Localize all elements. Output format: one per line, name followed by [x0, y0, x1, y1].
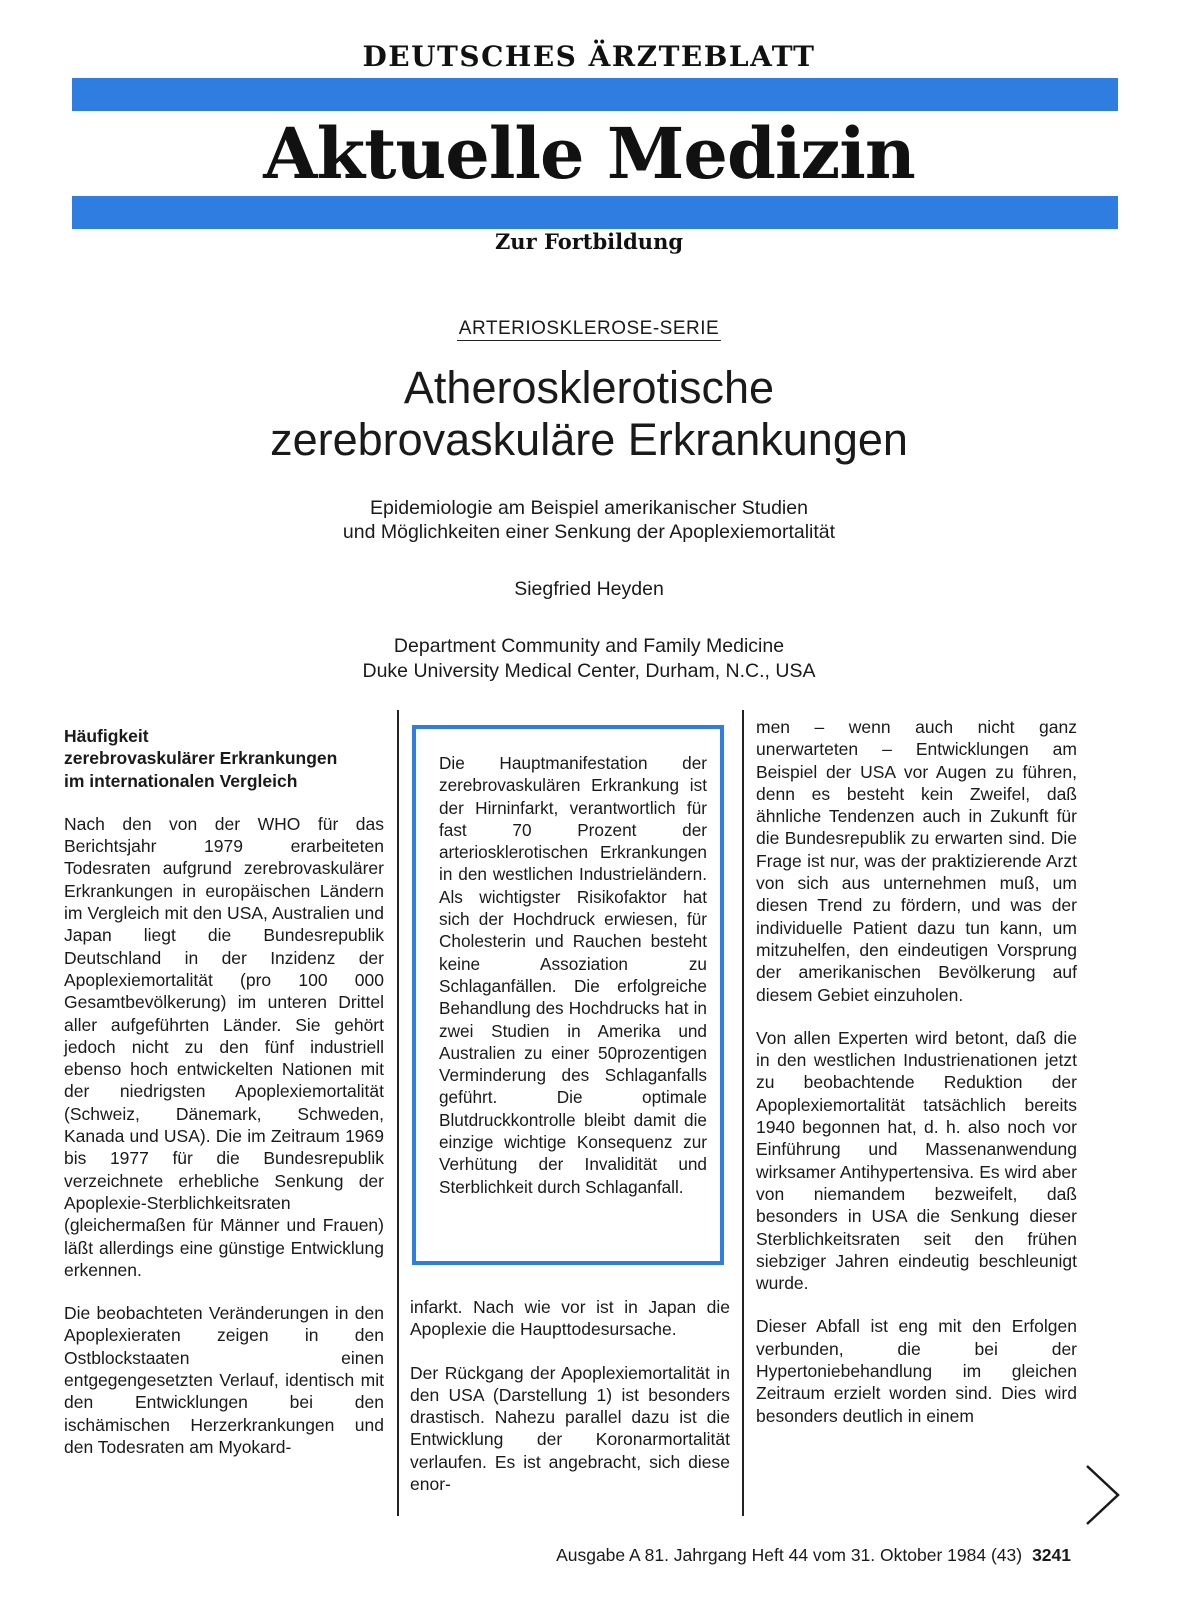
header-band-bottom	[72, 196, 1118, 229]
section-heading-line2: zerebrovaskulärer Erkrankungen	[64, 748, 338, 769]
paragraph: Nach den von der WHO für das Berichtsjahr 1979 erarbeiteten Todesraten aufgrund zerebrovaskulärer Erkrankungen in europäischen Ländern im Vergleich mit den USA, Australien und Japan liegt die Bundesrepublik Deutschland in der Inzidenz der Apoplexiemortalität (pro 100 000 Gesamtbevölkerung) im unteren Drittel aller aufgeführten Länder. Sie gehört jedoch nicht zu den fünf industriell ebenso hoch entwickelten Nationen mit der niedrigsten Apoplexiemortalität (Schweiz, Dänemark, Schweden, Kanada und USA). Die im Zeitraum 1969 bis 1977 für die Bundesrepublik verzeichnete erhebliche Senkung der Apoplexie-Sterblichkeitsraten (gleichermaßen für Männer und Frauen) läßt allerdings eine günstige Entwicklung erkennen.	[64, 813, 384, 1280]
paragraph: Die beobachteten Veränderungen in den Apoplexieraten zeigen in den Ostblockstaaten einen entgegengesetzten Verlauf, identisch mit den Entwicklungen bei den ischämischen Herzerkrankungen und den Todesraten am Myokard-	[64, 1303, 384, 1457]
subsection-title: Zur Fortbildung	[494, 229, 684, 254]
column-rule-left	[397, 710, 399, 1516]
paragraph: infarkt. Nach wie vor ist in Japan die Apoplexie die Haupttodesursache.	[410, 1297, 730, 1340]
page-footer	[0, 1545, 1071, 1566]
section-title: Aktuelle Medizin	[263, 112, 915, 195]
paragraph: men – wenn auch nicht ganz unerwarteten – Entwicklungen am Beispiel der USA vor Augen zu führen, denn es besteht kein Zweifel, daß ähnliche Tendenzen auch in Zukunft für die Bundesrepublik zu erwarten sind. Die Frage ist nur, was der praktizierende Arzt von sich aus unternehmen muß, um diesen Trend zu fördern, und was der individuelle Patient dazu tun kann, um mitzuhelfen, den eindeutigen Vorsprung der amerikanischen Bevölkerung auf diesem Gebiet einzuholen.	[756, 717, 1077, 1005]
author-name: Siegfried Heyden	[514, 578, 664, 600]
issue-info: Ausgabe A 81. Jahrgang Heft 44 vom 31. Oktober 1984 (43)	[556, 1545, 1023, 1565]
affiliation-line2: Duke University Medical Center, Durham, N.C., USA	[362, 660, 816, 682]
column-rule-right	[742, 710, 744, 1516]
paragraph: Der Rückgang der Apoplexiemortalität in den USA (Darstellung 1) ist besonders drastisch. Nahezu parallel dazu ist die Entwicklung der Koronarmortalität verlaufen. Es ist angebracht, sich diese enor-	[410, 1362, 730, 1495]
paragraph: Von allen Experten wird betont, daß die in den westlichen Industrienationen jetzt zu beobachtende Reduktion der Apoplexiemortalität tatsächlich bereits 1940 begonnen hat, d. h. also noch vor Einführung und Massenanwendung wirksamer Antihypertensiva. Es wird aber von niemandem bezweifelt, daß besonders in USA die Senkung dieser Sterblichkeitsraten seit den frühen siebziger Jahren eindeutig beschleunigt wurde.	[756, 1027, 1077, 1294]
paragraph: Dieser Abfall ist eng mit den Erfolgen verbunden, die bei der Hypertoniebehandlung im gleichen Zeitraum erzielt worden sind. Dies wird besonders deutlich in einem	[756, 1316, 1077, 1426]
continue-arrow-icon	[1085, 1464, 1121, 1526]
section-heading-line3: im internationalen Vergleich	[64, 770, 298, 791]
header-band-top	[72, 78, 1118, 111]
author-affiliation	[0, 634, 1178, 684]
body-column-3	[756, 716, 1077, 1448]
page-number: 3241	[1032, 1545, 1071, 1565]
section-heading-line1: Häufigkeit	[64, 726, 149, 746]
body-column-2	[410, 1296, 730, 1516]
series-label	[0, 318, 1178, 340]
body-column-1	[64, 725, 384, 1479]
summary-box-text: Die Hauptmanifestation der zerebrovaskulären Erkrankung ist der Hirninfarkt, verantwortlich für fast 70 Prozent der arteriosklerotischen Erkrankungen in den westlichen Industrieländern. Als wichtigster Risikofaktor hat sich der Hochdruck erwiesen, für Cholesterin und Rauchen besteht keine Assoziation zu Schlaganfällen. Die erfolgreiche Behandlung des Hochdrucks hat in zwei Studien in Amerika und Australien zu einer 50prozentigen Verminderung des Schlaganfalls geführt. Die optimale Blutdruckkontrolle bleibt damit die einzige wichtige Konsequenz zur Verhütung der Invalidität und Sterblichkeit durch Schlaganfall.	[439, 753, 707, 1197]
article-title	[0, 362, 1178, 466]
article-title-line2: zerebrovaskuläre Erkrankungen	[270, 414, 908, 465]
affiliation-line1: Department Community and Family Medicine	[393, 635, 785, 657]
series-label-text: ARTERIOSKLEROSE-SERIE	[458, 318, 720, 339]
article-title-line1: Atherosklerotische	[403, 362, 775, 413]
journal-name: DEUTSCHES ÄRZTEBLATT	[362, 40, 816, 73]
article-subtitle-line1: Epidemiologie am Beispiel amerikanischer Studien	[370, 497, 808, 519]
article-subtitle	[0, 496, 1178, 544]
article-subtitle-line2: und Möglichkeiten einer Senkung der Apoplexiemortalität	[342, 521, 836, 543]
section-heading	[64, 725, 384, 792]
